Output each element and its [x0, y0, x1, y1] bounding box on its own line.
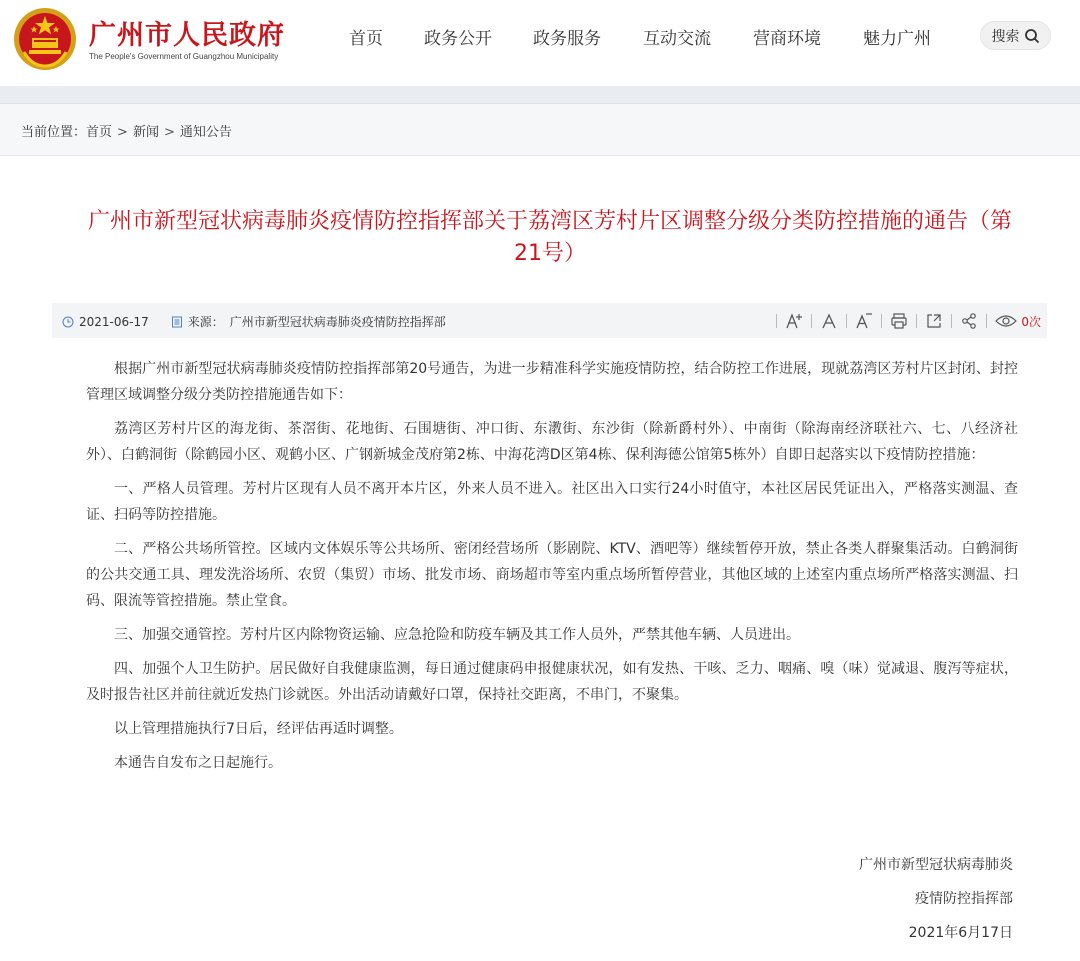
article-paragraph: 三、加强交通管控。芳村片区内除物资运输、应急抢险和防疫车辆及其工作人员外，严禁其他车辆、人员进出。 — [114, 627, 800, 643]
nav-item-business-env[interactable]: 营商环境 — [753, 29, 821, 49]
breadcrumb-prefix: 当前位置： — [21, 125, 87, 140]
nav-item-interaction[interactable]: 互动交流 — [643, 29, 711, 49]
article-toolbar — [776, 310, 1041, 332]
nav-item-home[interactable]: 首页 — [349, 29, 383, 49]
document-icon — [171, 316, 183, 328]
site-subtitle: The People's Government of Guangzhou Municipality — [89, 52, 279, 61]
site-title[interactable]: 广州市人民政府 — [89, 20, 285, 51]
publish-date: 2021-06-17 — [79, 314, 149, 329]
search-label: 搜索 — [991, 28, 1020, 45]
main-nav — [0, 24, 1080, 48]
article-signature — [859, 848, 1013, 950]
search-button[interactable] — [980, 21, 1051, 50]
font-decrease-icon — [855, 312, 873, 330]
article-paragraph: 一、严格人员管理。芳村片区现有人员不离开本片区，外来人员不进入。社区出入口实行24小时值守，本社区居民凭证出入，严格落实测温、查证、扫码等防控措施。 — [86, 481, 1018, 523]
article-paragraph: 二、严格公共场所管控。区域内文体娱乐等公共场所、密闭经营场所（影剧院、KTV、酒吧等）继续暂停开放，禁止各类人群聚集活动。白鹤洞街的公共交通工具、理发洗浴场所、农贸（集贸）市场、批发市场、商场超市等室内重点场所暂停营业，其他区域的上述室内重点场所严格落实测温、扫码、限流等管控措施。禁止堂食。 — [86, 541, 1018, 609]
article-body — [86, 356, 1018, 784]
share-icon — [960, 312, 978, 330]
breadcrumb — [0, 104, 1080, 156]
article-paragraph: 以上管理措施执行7日后，经评估再适时调整。 — [114, 721, 403, 737]
signature-line-1: 广州市新型冠状病毒肺炎 — [859, 857, 1013, 873]
breadcrumb-news[interactable]: 新闻 — [132, 125, 159, 140]
article-paragraph: 荔湾区芳村片区的海龙街、茶滘街、花地街、石围塘街、冲口街、东漖街、东沙街（除新爵村外）、中南街（除海南经济联社六、七、八经济社外）、白鹤洞街（除鹤园小区、观鹤小区、广钢新城金茂府第2栋、中海花湾D区第4栋、保利海德公馆第5栋外）自即日起落实以下疫情防控措施： — [86, 421, 1018, 463]
breadcrumb-separator: > — [163, 125, 175, 140]
header-band — [0, 86, 1080, 104]
source-label: 来源： — [187, 315, 224, 329]
signature-line-2: 疫情防控指挥部 — [915, 891, 1013, 907]
share-button[interactable] — [952, 310, 986, 332]
article-paragraph: 根据广州市新型冠状病毒肺炎疫情防控指挥部第20号通告，为进一步精准科学实施疫情防控，结合防控工作进展，现就荔湾区芳村片区封闭、封控管理区域调整分级分类防控措施通告如下： — [86, 361, 1018, 403]
signature-date: 2021年6月17日 — [908, 925, 1013, 941]
article-paragraph: 四、加强个人卫生防护。居民做好自我健康监测，每日通过健康码申报健康状况，如有发热、干咳、乏力、咽痛、嗅（味）觉减退、腹泻等症状，及时报告社区并前往就近发热门诊就医。外出活动请戴好口罩，保持社交距离，不串门，不聚集。 — [86, 661, 1018, 703]
font-increase-icon — [785, 312, 803, 330]
source-name: 广州市新型冠状病毒肺炎疫情防控指挥部 — [229, 315, 446, 329]
article-paragraph: 本通告自发布之日起施行。 — [114, 755, 282, 771]
nav-item-charm-guangzhou[interactable]: 魅力广州 — [863, 29, 931, 49]
clock-icon — [62, 316, 74, 328]
nav-item-gov-affairs-open[interactable]: 政务公开 — [424, 29, 492, 49]
print-button[interactable] — [882, 310, 916, 332]
font-decrease-button[interactable] — [847, 310, 881, 332]
article-meta-bar — [52, 303, 1047, 338]
view-count — [987, 313, 1041, 330]
share-box-icon — [925, 312, 943, 330]
breadcrumb-home[interactable]: 首页 — [86, 125, 113, 140]
view-count-value: 0次 — [1021, 314, 1041, 329]
search-icon — [1024, 28, 1040, 44]
print-icon — [890, 312, 908, 330]
breadcrumb-separator: > — [117, 125, 128, 140]
font-reset-button[interactable] — [812, 310, 846, 332]
site-header — [0, 0, 1080, 86]
font-reset-icon — [821, 312, 837, 330]
font-increase-button[interactable] — [777, 310, 811, 332]
nav-item-gov-services[interactable]: 政务服务 — [533, 29, 601, 49]
article-title: 广州市新型冠状病毒肺炎疫情防控指挥部关于荔湾区芳村片区调整分级分类防控措施的通告（第21号） — [87, 209, 1012, 266]
breadcrumb-notices[interactable]: 通知公告 — [179, 125, 232, 140]
share-out-button[interactable] — [917, 310, 951, 332]
eye-icon — [995, 314, 1017, 328]
